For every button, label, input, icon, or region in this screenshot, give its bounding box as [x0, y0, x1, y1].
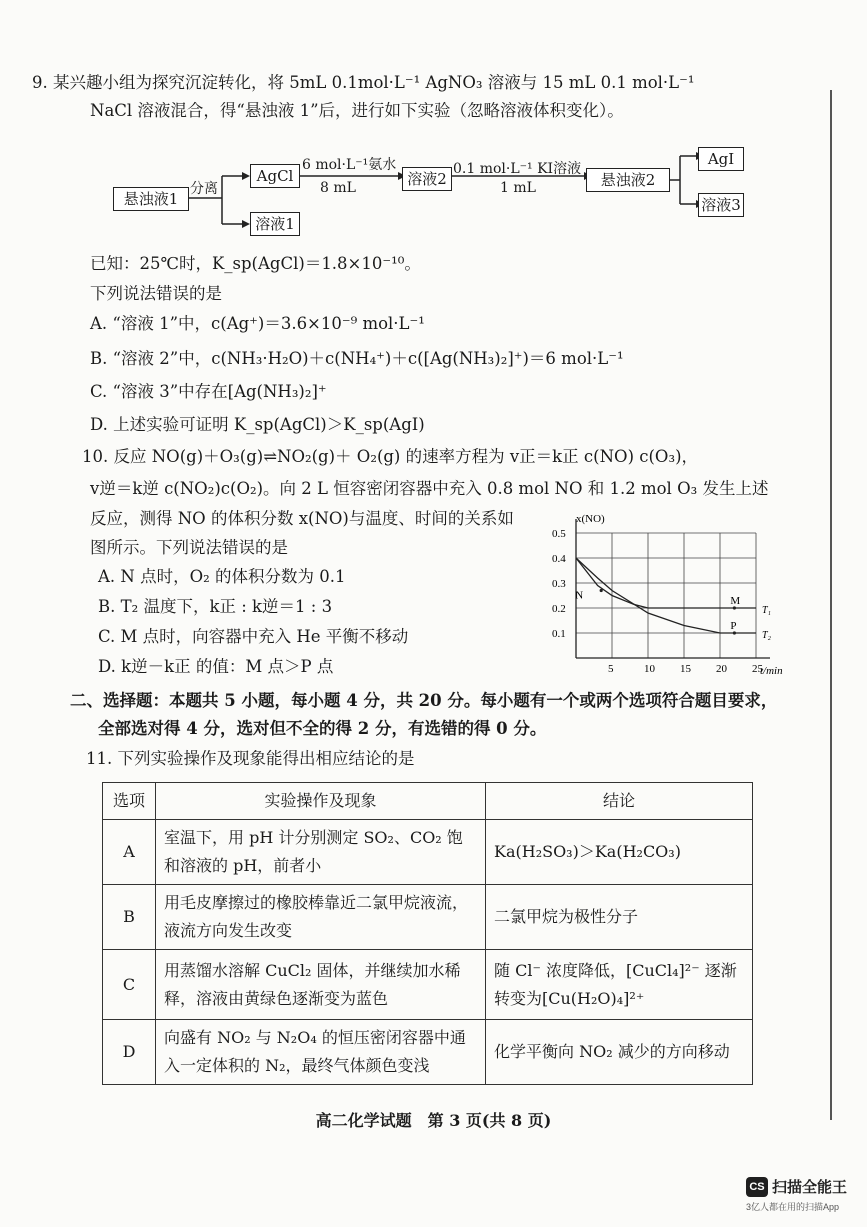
row-conclusion: 二氯甲烷为极性分子 [486, 885, 753, 950]
header-option: 选项 [103, 783, 156, 820]
series-label-1: T₁ [762, 605, 772, 616]
table-row [103, 820, 753, 885]
chart-grid [576, 533, 756, 658]
cs-logo-icon: CS [746, 1177, 768, 1197]
flow-label-separate: 分离 [190, 181, 218, 197]
flow-reagent2-bottom: 1 mL [500, 180, 536, 196]
series-line-2 [576, 558, 756, 633]
table-row [103, 1020, 753, 1085]
flow-box-suspension1: 悬浊液1 [113, 187, 189, 211]
page-footer: 高二化学试题 第 3 页(共 8 页) [315, 1111, 552, 1130]
x-tick-label: 25 [752, 663, 763, 675]
flow-reagent1-top: 6 mol·L⁻¹氨水 [302, 157, 397, 173]
logo-subtitle: 3亿人都在用的扫描App [746, 1202, 840, 1212]
row-operation: 向盛有 NO₂ 与 N₂O₄ 的恒压密闭容器中通入一定体积的 N₂，最终气体颜色变浅 [156, 1020, 486, 1085]
q10-line2: v逆＝k逆 c(NO₂)c(O₂)。向 2 L 恒容密闭容器中充入 0.8 mol NO 和 1.2 mol O₃ 发生上述 [90, 479, 769, 498]
section2-line1: 二、选择题：本题共 5 小题，每小题 4 分，共 20 分。每小题有一个或两个选项符合题目要求， [70, 691, 778, 710]
q10-option-c: C. M 点时，向容器中充入 He 平衡不移动 [98, 627, 409, 646]
q9-line2: NaCl 溶液混合，得“悬浊液 1”后，进行如下实验（忽略溶液体积变化）。 [90, 101, 624, 120]
table-row [103, 885, 753, 950]
flow-box-solution1: 溶液1 [250, 212, 300, 236]
flow-box-solution2: 溶液2 [402, 167, 452, 191]
q10-line4: 图所示。下列说法错误的是 [90, 538, 288, 557]
scanner-logo [746, 1176, 848, 1212]
q9-known: 已知：25℃时，K_sp(AgCl)＝1.8×10⁻¹⁰。 [90, 254, 421, 273]
y-tick-label: 0.4 [552, 553, 566, 565]
x-tick-label: 10 [644, 663, 655, 675]
table-header-row [103, 783, 753, 820]
y-tick-label: 0.3 [552, 578, 566, 590]
y-tick-label: 0.1 [552, 628, 566, 640]
q10-line1: 10. 反应 NO(g)＋O₃(g)⇌NO₂(g)＋ O₂(g) 的速率方程为 v正＝k正 c(NO) c(O₃)， [82, 447, 699, 466]
q11-table [102, 782, 753, 1085]
q10-option-a: A. N 点时，O₂ 的体积分数为 0.1 [98, 567, 346, 586]
page-edge-line [830, 90, 832, 1120]
point-label: M [730, 595, 741, 607]
y-tick-label: 0.2 [552, 603, 566, 615]
chart-ylabel: x(NO) [576, 513, 605, 525]
q11-stem: 11. 下列实验操作及现象能得出相应结论的是 [86, 749, 415, 768]
table-row [103, 950, 753, 1020]
q9-stem: 下列说法错误的是 [90, 284, 222, 303]
series-label-2: T₂ [762, 630, 772, 641]
q9-option-b: B. “溶液 2”中，c(NH₃·H₂O)＋c(NH₄⁺)＋c([Ag(NH₃)₂]⁺)＝6 mol·L⁻¹ [90, 349, 624, 368]
row-conclusion: Ka(H₂SO₃)＞Ka(H₂CO₃) [486, 820, 753, 885]
row-operation: 室温下，用 pH 计分别测定 SO₂、CO₂ 饱和溶液的 pH，前者小 [156, 820, 486, 885]
q9-option-a: A. “溶液 1”中，c(Ag⁺)＝3.6×10⁻⁹ mol·L⁻¹ [90, 314, 425, 333]
chart-xlabel: t/min [760, 665, 783, 677]
x-tick-label: 20 [716, 663, 727, 675]
header-conclusion: 结论 [486, 783, 753, 820]
q10-option-d: D. k逆－k正 的值：M 点＞P 点 [98, 657, 334, 676]
chart-point-labels [575, 589, 740, 635]
chart-axes [576, 519, 770, 658]
logo-name: 扫描全能王 [772, 1179, 848, 1196]
x-tick-label: 5 [608, 663, 614, 675]
chart-series [576, 558, 772, 641]
q9-line1: 9. 某兴趣小组为探究沉淀转化，将 5mL 0.1mol·L⁻¹ AgNO₃ 溶液与 15 mL 0.1 mol·L⁻¹ [32, 73, 695, 92]
point-label: N [575, 589, 584, 602]
q9-option-d: D. 上述实验可证明 K_sp(AgCl)＞K_sp(AgI) [90, 415, 425, 434]
row-operation: 用蒸馏水溶解 CuCl₂ 固体，并继续加水稀释，溶液由黄绿色逐渐变为蓝色 [156, 950, 486, 1020]
y-tick-label: 0.5 [552, 528, 566, 540]
row-operation: 用毛皮摩擦过的橡胶棒靠近二氯甲烷液流，液流方向发生改变 [156, 885, 486, 950]
row-option: C [103, 950, 156, 1020]
row-option: D [103, 1020, 156, 1085]
flow-box-agi: AgI [698, 147, 744, 171]
point-marker [600, 589, 603, 592]
flow-box-agcl: AgCl [250, 164, 300, 188]
flow-reagent1-bottom: 8 mL [320, 180, 356, 196]
x-tick-label: 15 [680, 663, 691, 675]
q9-option-c: C. “溶液 3”中存在[Ag(NH₃)₂]⁺ [90, 382, 327, 401]
section2-line2: 全部选对得 4 分，选对但不全的得 2 分，有选错的得 0 分。 [98, 719, 547, 738]
q10-option-b: B. T₂ 温度下，k正 : k逆＝1 : 3 [98, 597, 333, 616]
point-label: P [730, 620, 737, 632]
q10-line3: 反应，测得 NO 的体积分数 x(NO)与温度、时间的关系如 [90, 509, 514, 528]
flow-box-solution3: 溶液3 [698, 193, 744, 217]
row-option: A [103, 820, 156, 885]
flow-box-suspension2: 悬浊液2 [586, 168, 670, 192]
row-option: B [103, 885, 156, 950]
row-conclusion: 随 Cl⁻ 浓度降低，[CuCl₄]²⁻ 逐渐转变为[Cu(H₂O)₄]²⁺ [486, 950, 753, 1020]
xno-time-chart [540, 508, 790, 680]
header-operation: 实验操作及现象 [156, 783, 486, 820]
row-conclusion: 化学平衡向 NO₂ 减少的方向移动 [486, 1020, 753, 1085]
flow-reagent2-top: 0.1 mol·L⁻¹ KI溶液 [453, 161, 582, 177]
